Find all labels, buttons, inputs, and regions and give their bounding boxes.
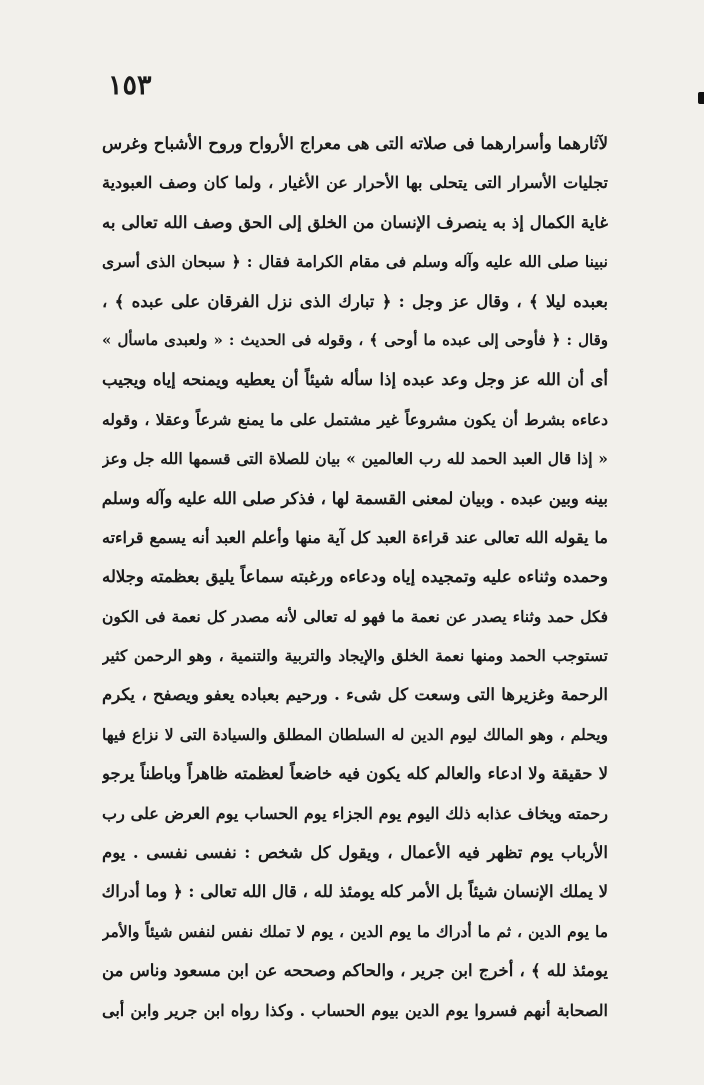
text-line: بينه وبين عبده . وبيان لمعنى القسمة لها ، فذكر صلى الله عليه وآله وسلم [102,488,608,508]
text-line: وقال : ﴿ فأوحى إلى عبده ما أوحى ﴾ ، وقوله فى الحديث : « ولعبدى ماسأل » [102,330,608,349]
text-line: لا حقيقة ولا ادعاء والعالم كله يكون فيه خاضعاً لعظمته ظاهراً وباطناً يرجو [102,764,608,784]
text-line: تستوجب الحمد ومنها نعمة الخلق والإيجاد والتربية والتنمية ، وهو الرحمن كثير [102,646,608,666]
text-line: لا يملك الإنسان شيئاً بل الأمر كله يومئذ لله ، قال الله تعالى : ﴿ وما أدراك [102,882,608,902]
text-line: لآثارهما وأسرارهما فى صلاته التى هى معراج الأرواح وروح الأشباح وغرس [102,134,608,153]
text-line: ويحلم ، وهو المالك ليوم الدين له السلطان المطلق والسيادة التى لا نزاع فيها [102,724,608,744]
text-line: ما يقوله الله تعالى عند قراءة العبد كل آية منها وأعلم العبد أنه يسمع قراءته [102,527,608,547]
text-line: نبينا صلى الله عليه وآله وسلم فى مقام الكرامة فقال : ﴿ سبحان الذى أسرى [102,252,608,272]
page-number: ١٥٣ [108,70,152,101]
text-line: ما يوم الدين ، ثم ما أدراك ما يوم الدين ، يوم لا تملك نفس لنفس شيئاً والأمر [102,921,608,941]
text-line: يومئذ لله ﴾ ، أخرج ابن جرير ، والحاكم وصححه عن ابن مسعود وناس من [102,961,608,981]
text-line: الصحابة أنهم فسروا يوم الدين بيوم الحساب . وكذا رواه ابن جرير وابن أبى [102,1000,608,1020]
text-line: تجليات الأسرار التى يتحلى بها الأحرار عن الأغيار ، ولما كان وصف العبودية [102,173,608,193]
text-line: أى أن الله عز وجل وعد عبده إذا سأله شيئاً أن يعطيه ويمنحه إياه ويجيب [102,370,608,390]
text-line: « إذا قال العبد الحمد لله رب العالمين » بيان للصلاة التى قسمها الله جل وعز [102,449,608,469]
page-edge-mark [698,92,704,104]
text-line: وحمده وثناءه عليه وتمجيده إياه ودعاءه ورغبته سماعاً يليق بعظمته وجلاله [102,567,608,587]
text-line: دعاءه بشرط أن يكون مشروعاً غير مشتمل على ما يمنع شرعاً وعقلا ، وقوله [102,409,608,429]
text-line: الأرباب يوم تظهر فيه الأعمال ، ويقول كل شخص : نفسى نفسى . يوم [102,843,608,863]
text-line: رحمته ويخاف عذابه ذلك اليوم يوم الجزاء يوم الحساب يوم العرض على رب [102,803,608,823]
text-line: فكل حمد وثناء يصدر عن نعمة ما فهو له تعالى لأنه مصدر كل نعمة فى الكون [102,606,608,626]
text-line: غاية الكمال إذ به ينصرف الإنسان من الخلق إلى الحق وصف الله تعالى به [102,212,608,232]
text-line: الرحمة وغزيرها التى وسعت كل شىء . ورحيم بعباده يعفو ويصفح ، يكرم [102,685,608,705]
text-line: بعبده ليلا ﴾ ، وقال عز وجل : ﴿ تبارك الذى نزل الفرقان على عبده ﴾ ، [102,291,608,311]
body-text [102,124,608,1030]
